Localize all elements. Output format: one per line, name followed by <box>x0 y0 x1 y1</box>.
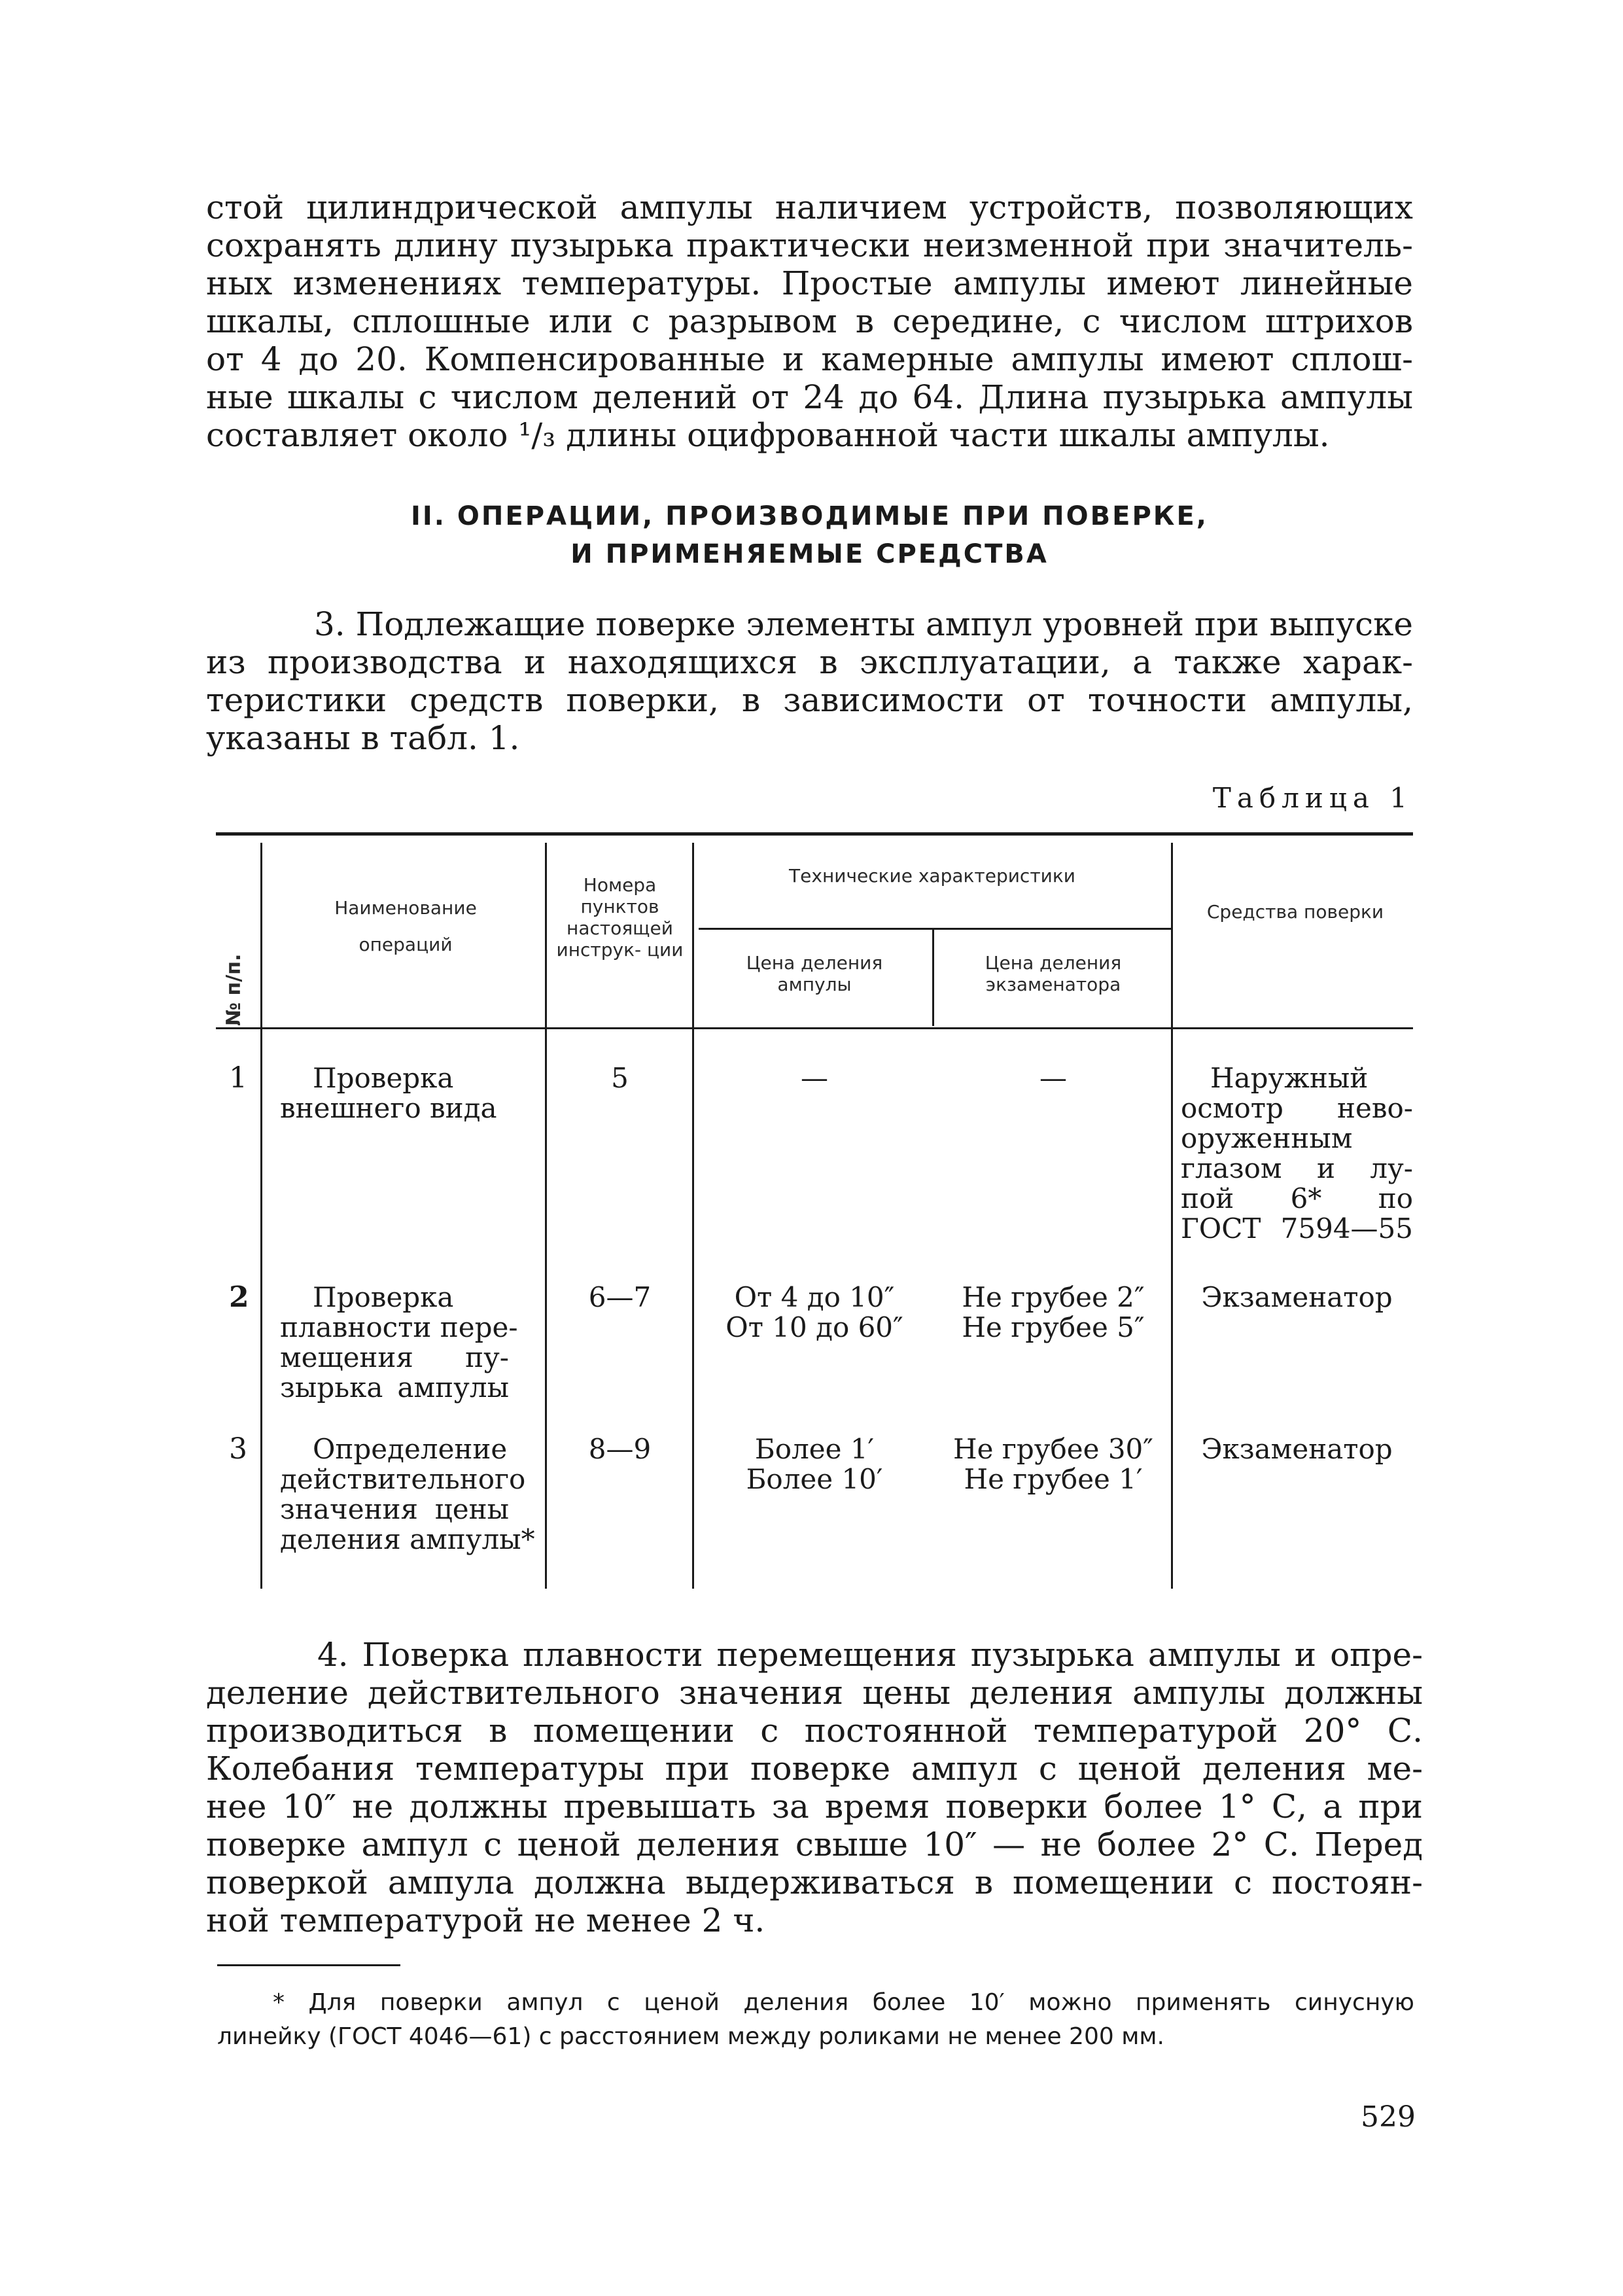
row1-means-line: осмотр нево- <box>1181 1092 1413 1124</box>
row3-ampoule-line: Более 10′ <box>746 1463 883 1495</box>
row2-name-line: Проверка <box>313 1281 454 1313</box>
row1-means-line: ГОСТ 7594—55 <box>1181 1212 1413 1245</box>
header-name: Наименование операций <box>334 897 477 955</box>
row1-means-line: пой 6* по <box>1181 1182 1413 1214</box>
table-col-divider <box>260 843 262 1589</box>
para4-line: ной температурой не менее 2 ч. <box>206 1901 765 1939</box>
table-col-divider <box>1171 843 1173 1589</box>
row2-exam <box>939 1282 1168 1343</box>
section-heading-line2: И ПРИМЕНЯЕМЫЕ СРЕДСТВА <box>570 539 1049 569</box>
row2-ampoule-line: От 4 до 10″ <box>734 1281 895 1313</box>
row2-ampoule-line: От 10 до 60″ <box>725 1311 903 1343</box>
row3-name <box>280 1433 535 1555</box>
row3-name-line: деления ампулы* <box>280 1523 535 1555</box>
intro-line: ные шкалы с числом делений от 24 до 64. Длина пузырька ампулы <box>206 378 1413 416</box>
footnote-line: линейку (ГОСТ 4046—61) с расстоянием между роликами не менее 200 мм. <box>217 2023 1164 2050</box>
table-col-divider <box>692 843 694 1589</box>
row3-name-line: действительного <box>280 1463 526 1495</box>
row3-items: 8—9 <box>588 1433 652 1465</box>
table-col-divider <box>932 929 934 1026</box>
row2-items: 6—7 <box>588 1281 652 1313</box>
row2-name <box>280 1281 518 1404</box>
footnote-divider <box>217 1964 400 1966</box>
footnote-line: * Для поверки ампул с ценой деления более 10′ можно применять синусную <box>273 1989 1414 2016</box>
header-means: Средства поверки <box>1206 901 1384 923</box>
para3-line: теристики средств поверки, в зависимости от точности ампулы, <box>206 681 1413 719</box>
row3-ampoule-line: Более 1′ <box>754 1433 875 1465</box>
header-tech: Технические характеристики <box>789 865 1075 887</box>
para4-line: Колебания температуры при поверке ампул с ценой деления ме- <box>206 1750 1423 1788</box>
intro-paragraph <box>206 188 1413 454</box>
row3-name-line: Определение <box>313 1433 508 1465</box>
para4-line: нее 10″ не должны превышать за время поверки более 1° С, а при <box>206 1788 1423 1826</box>
row1-name <box>280 1063 509 1123</box>
table-header-bottom-rule <box>216 1027 1413 1029</box>
para3-line: 3. Подлежащие поверке элементы ампул уровней при выпуске <box>314 605 1413 643</box>
footnote <box>217 1986 1414 2054</box>
row2-exam-line: Не грубее 2″ <box>962 1281 1145 1313</box>
header-exam-div: Цена деления экзаменатора <box>985 952 1122 995</box>
row3-name-line: значения цены <box>280 1493 509 1525</box>
row1-items: 5 <box>611 1062 629 1094</box>
row3-means: Экзаменатор <box>1201 1433 1393 1465</box>
row2-exam-line: Не грубее 5″ <box>962 1311 1145 1343</box>
section-heading-line1: II. ОПЕРАЦИИ, ПРОИЗВОДИМЫЕ ПРИ ПОВЕРКЕ, <box>411 501 1208 531</box>
para3-line: указаны в табл. 1. <box>206 719 520 757</box>
row2-num: 2 <box>229 1280 249 1314</box>
row3-ampoule <box>700 1434 929 1494</box>
row1-means-line: оруженным <box>1181 1122 1353 1154</box>
para3-line: из производства и находящихся в эксплуатации, а также харак- <box>206 643 1413 681</box>
intro-line: шкалы, сплошные или с разрывом в середине, с числом штрихов <box>206 302 1413 340</box>
paragraph-3 <box>206 605 1413 757</box>
row1-ampoule: — <box>801 1062 828 1094</box>
table-tech-subrule <box>699 928 1171 930</box>
paragraph-4 <box>206 1636 1423 1939</box>
header-items: Номера пунктов настоящей инструк- ции <box>556 874 684 961</box>
row1-means-line: глазом и лу- <box>1181 1152 1413 1184</box>
row1-name-line: Проверка <box>313 1062 454 1094</box>
intro-line: ных изменениях температуры. Простые ампулы имеют линейные <box>206 264 1413 302</box>
row2-ampoule <box>700 1282 929 1343</box>
row3-num: 3 <box>229 1432 247 1466</box>
intro-line: составляет около ¹/₃ длины оцифрованной части шкалы ампулы. <box>206 416 1330 454</box>
intro-line: сохранять длину пузырька практически неизменной при значитель- <box>206 226 1413 264</box>
table-caption: Таблица 1 <box>1212 782 1413 814</box>
row1-means-line: Наружный <box>1210 1062 1369 1094</box>
row3-exam <box>939 1434 1168 1494</box>
para4-line: производиться в помещении с постоянной температурой 20° С. <box>206 1712 1423 1750</box>
intro-line: стой цилиндрической ампулы наличием устройств, позволяющих <box>206 188 1413 226</box>
header-num: № п/п. <box>222 953 245 1026</box>
row1-name-line: внешнего вида <box>280 1092 497 1124</box>
para4-line: поверке ампул с ценой деления свыше 10″ — не более 2° С. Перед <box>206 1826 1423 1863</box>
intro-line: от 4 до 20. Компенсированные и камерные ампулы имеют сплош- <box>206 340 1413 378</box>
para4-line: деление действительного значения цены деления ампулы должны <box>206 1674 1423 1712</box>
table-col-divider <box>545 843 547 1589</box>
para4-line: поверкой ампула должна выдерживаться в помещении с постоян- <box>206 1863 1423 1901</box>
header-ampoule-div: Цена деления ампулы <box>746 952 883 995</box>
row1-num: 1 <box>229 1061 247 1095</box>
row2-name-line: зырька ампулы <box>280 1371 509 1404</box>
row1-exam: — <box>1039 1062 1067 1094</box>
row2-means: Экзаменатор <box>1201 1281 1393 1313</box>
page-number: 529 <box>1361 2100 1416 2134</box>
row3-exam-line: Не грубее 1′ <box>964 1463 1143 1495</box>
row2-name-line: мещения пу- <box>280 1341 509 1373</box>
row3-exam-line: Не грубее 30″ <box>953 1433 1153 1465</box>
row1-means <box>1181 1063 1413 1244</box>
para4-line: 4. Поверка плавности перемещения пузырька ампулы и опре- <box>317 1636 1423 1674</box>
row2-name-line: плавности пере- <box>280 1311 518 1343</box>
table-top-rule <box>216 832 1413 836</box>
